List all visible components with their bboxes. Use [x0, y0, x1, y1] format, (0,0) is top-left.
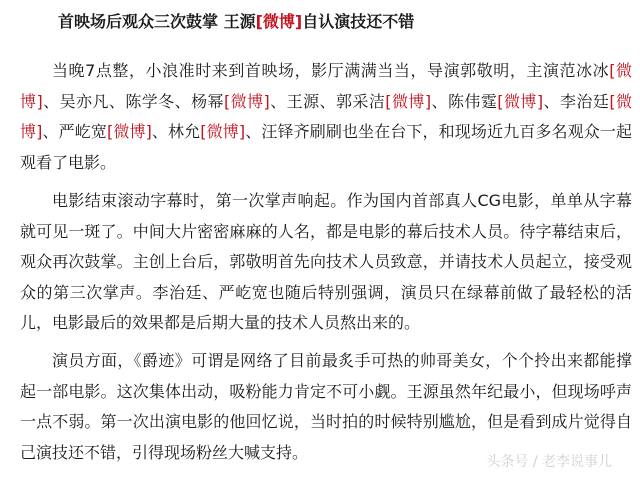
toutiao-watermark: 头条号 / 老李说事儿: [486, 454, 612, 470]
weibo-tag-link[interactable]: [微博]: [255, 12, 303, 31]
weibo-tag-link[interactable]: [微博]: [20, 61, 632, 111]
paragraph-text: 、林允: [151, 122, 201, 141]
paragraph-text: 、李治廷: [543, 91, 610, 111]
paragraph-text: 、汪铎齐刷刷也坐在台下，和现场近九百多名观众一起观看了电影。: [20, 122, 632, 172]
weibo-tag-link[interactable]: [微博]: [497, 91, 544, 111]
paragraph-text: 、陈伟霆: [431, 91, 498, 111]
paragraph-text: 、王源、郭采洁: [269, 91, 386, 111]
headline-text: 首映场后观众三次鼓掌 王源: [58, 12, 256, 31]
paragraph-actors: 演员方面，《爵迹》可谓是网络了目前最炙手可热的帅哥美女，个个拎出来都能撑起一部电影。这次集体出动，吸粉能力肯定不可小觑。王源虽然年纪最小，但现场呼声一点不弱。第一次出演电影的他回忆说，当时拍的时候特别尴尬，但是看到成片觉得自己演技还不错，引得现场粉丝大喊支持。: [20, 351, 632, 462]
article-headline: [58, 11, 618, 33]
paragraph-credits: 电影结束滚动字幕时，第一次掌声响起。作为国内首部真人CG电影，单单从字幕就可见一斑了。中间大片密密麻麻的人名，都是电影的幕后技术人员。待字幕结束后，观众再次鼓掌。主创上台后，郭敬明首先向技术人员致意，并请技术人员起立，接受观众的第三次掌声。李治廷、严屹宽也随后特别强调，演员只在绿幕前做了最轻松的活儿，电影最后的效果都是后期大量的技术人员熬出来的。: [20, 191, 632, 332]
paragraph-premiere: [20, 56, 632, 178]
paragraph-text: 当晚7点整，小浪准时来到首映场，影厅满满当当，导演郭敬明，主演范冰冰: [52, 61, 610, 80]
weibo-tag-link[interactable]: [微博]: [20, 91, 632, 141]
paragraph-text: 、吴亦凡、陈学冬、杨幂: [42, 91, 224, 111]
weibo-tag-link[interactable]: [微博]: [106, 122, 152, 141]
weibo-tag-link[interactable]: [微博]: [385, 91, 432, 111]
paragraph-text: 、严屹宽: [42, 122, 107, 141]
weibo-tag-link[interactable]: [微博]: [200, 122, 246, 141]
weibo-tag-link[interactable]: [微博]: [223, 91, 270, 111]
headline-text-suffix: 自认演技还不错: [302, 12, 415, 31]
